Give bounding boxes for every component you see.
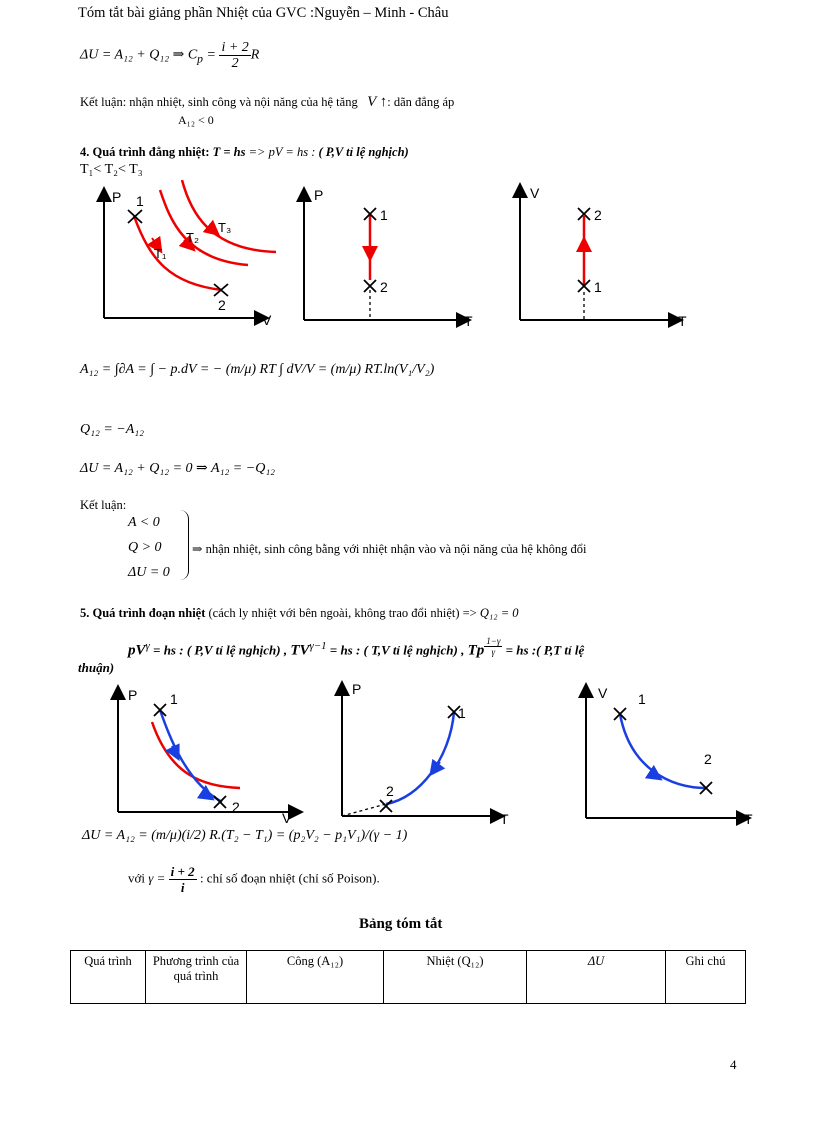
adiabatic-eq2-rest: = hs : ( T,V tỉ lệ nghịch) , — [329, 642, 465, 658]
condition-energy: ΔU = 0 — [128, 565, 170, 580]
point-1-label: 1 — [170, 691, 178, 707]
gamma-prefix: với — [128, 870, 145, 886]
adiabatic-pt-graph — [342, 681, 509, 827]
point-2-label: 2 — [594, 207, 602, 223]
axis-v-label: V — [262, 312, 272, 328]
gamma-fraction — [169, 864, 197, 895]
isothermal-title — [80, 145, 409, 160]
condition-brace — [180, 510, 189, 580]
isotherm-t3-label: T₃ — [218, 220, 232, 235]
gas-constant: R — [250, 47, 260, 63]
adiabatic-pv-graph — [118, 686, 302, 826]
header-heat: Nhiệt (Q₁₂) — [384, 951, 527, 1004]
condition-heat: Q > 0 — [128, 540, 162, 555]
point-2-label: 2 — [704, 751, 712, 767]
isothermal-conclusion: ⇒ nhận nhiệt, sinh công bằng với nhiệt nhận vào và nội năng của hệ không đổi — [192, 542, 587, 556]
axis-v-label: V — [598, 685, 608, 701]
axis-t-label: T — [678, 313, 687, 329]
point-1-label: 1 — [136, 193, 144, 209]
summary-table — [70, 950, 746, 1004]
page-header: Tóm tắt bài giảng phần Nhiệt của GVC :Nguyễn – Minh - Châu — [78, 5, 449, 21]
isothermal-conclusion-label: Kết luận: — [80, 498, 127, 512]
isothermal-law: T = hs — [212, 145, 246, 159]
adiabatic-equations — [128, 636, 584, 659]
isothermal-work-equation: A₁₂ = ∫∂A = ∫ − p.dV = − (m/μ) RT ∫ dV/V = (m/μ) RT.ln(V₁/V₂) — [80, 362, 435, 377]
adiabatic-vt-graph — [586, 684, 753, 827]
isobaric-expansion-text: : dãn đẳng áp — [387, 95, 455, 109]
axis-v-label: V — [282, 810, 292, 826]
header-notes: Ghi chú — [666, 951, 746, 1004]
adiabatic-eq3: Tp — [467, 642, 485, 659]
isothermal-pt-graph — [304, 187, 473, 329]
adiabatic-graphs — [90, 678, 770, 828]
adiabatic-energy-equation: ΔU = A₁₂ = (m/μ)(i/2) R.(T₂ − T₁) = (p₂V₂ − p₁V₁)/(γ − 1) — [82, 828, 408, 843]
point-2-label: 2 — [232, 799, 240, 815]
adiabatic-eq3-exp — [484, 636, 502, 657]
adiabatic-eq3-exp-den: γ — [491, 647, 496, 657]
isothermal-pv-graph — [104, 180, 276, 328]
axis-t-label: T — [500, 811, 509, 827]
gamma-definition: với γ = $\frac{i + 2}{i}$ : chỉ số đoạn nhiệt (chỉ số Poison). — [128, 864, 380, 895]
axis-p-label: P — [112, 189, 122, 205]
isobaric-conclusion — [80, 94, 454, 111]
header-work: Công (A₁₂) — [247, 951, 384, 1004]
adiabatic-eq3-wrap: thuận) — [78, 660, 115, 675]
table-header-row — [71, 951, 746, 1004]
header-energy: ΔU — [527, 951, 666, 1004]
isobaric-conclusion-text: Kết luận: nhận nhiệt, sinh công và nội năng của hệ tăng — [80, 95, 358, 109]
point-1-label: 1 — [638, 691, 646, 707]
cp-frac-num: i + 2 — [221, 40, 249, 55]
temperature-order: T₁< T₂< T₃ — [80, 162, 143, 177]
isothermal-law2: => pV = hs : — [248, 145, 316, 159]
adiabatic-q-zero: Q₁₂ = 0 — [479, 606, 519, 620]
gamma-frac-den: i — [180, 880, 185, 895]
isothermal-vt-graph — [520, 184, 687, 329]
adiabatic-eq1: pV — [128, 642, 146, 659]
gamma-frac-num: i + 2 — [170, 864, 195, 879]
adiabatic-eq2-exp: γ−1 — [309, 639, 327, 652]
axis-t-label: T — [464, 313, 473, 329]
axis-t-label: T — [744, 811, 753, 827]
axis-p-label: P — [314, 187, 324, 203]
header-equation: Phương trình của quá trình — [146, 951, 247, 1004]
adiabatic-eq3-rest: = hs :( P,T tỉ lệ — [505, 642, 585, 658]
condition-work: A < 0 — [128, 515, 160, 530]
isothermal-graphs — [90, 180, 750, 330]
cp-frac-den: 2 — [231, 56, 239, 71]
adiabatic-eq2: TV — [290, 642, 310, 659]
adiabatic-eq1-exp: γ — [145, 639, 150, 652]
point-1-label: 1 — [594, 279, 602, 295]
point-1-label: 1 — [458, 705, 466, 721]
adiabatic-eq3-exp-num: 1−γ — [486, 636, 501, 646]
adiabatic-desc: (cách ly nhiệt với bên ngoài, không trao đổi nhiệt) => — [208, 606, 477, 620]
volume-increase: V ↑ — [367, 94, 388, 110]
isobaric-work: A₁₂ < 0 — [178, 113, 214, 127]
point-2-label: 2 — [218, 297, 226, 313]
cp-subscript: p — [197, 52, 203, 66]
isothermal-law3: ( P,V tỉ lệ nghịch) — [318, 145, 409, 159]
isotherm-t1-label: T₁ — [154, 246, 167, 261]
isothermal-title-text: 4. Quá trình đẳng nhiệt: — [80, 145, 210, 159]
adiabatic-title-text: 5. Quá trình đoạn nhiệt — [80, 606, 206, 620]
page-number: 4 — [730, 1057, 737, 1072]
axis-p-label: P — [128, 687, 138, 703]
adiabatic-eq1-rest: = hs : ( P,V tỉ lệ nghịch) , — [153, 642, 288, 658]
gamma-description: : chỉ số đoạn nhiệt (chỉ số Poison). — [199, 870, 380, 886]
isotherm-t2-label: T₂ — [186, 230, 199, 245]
point-2-label: 2 — [386, 783, 394, 799]
summary-title: Bảng tóm tắt — [359, 916, 443, 932]
isobaric-eq-left: ΔU = A₁₂ + Q₁₂ ⇒ C — [80, 47, 198, 63]
header-process: Quá trình — [71, 951, 146, 1004]
axis-p-label: P — [352, 681, 362, 697]
isothermal-energy-equation: ΔU = A₁₂ + Q₁₂ = 0 ⇒ A₁₂ = −Q₁₂ — [80, 461, 276, 476]
point-2-label: 2 — [380, 279, 388, 295]
isobaric-equation: ΔU = A₁₂ + Q₁₂ ⇒ $C_p$ = $\frac{i + 2}{2}$ R — [80, 40, 260, 71]
isothermal-heat-equation: Q₁₂ = −A₁₂ — [80, 422, 145, 437]
adiabatic-title — [80, 606, 519, 621]
cp-fraction — [219, 40, 250, 71]
axis-v-label: V — [530, 185, 540, 201]
point-1-label: 1 — [380, 207, 388, 223]
